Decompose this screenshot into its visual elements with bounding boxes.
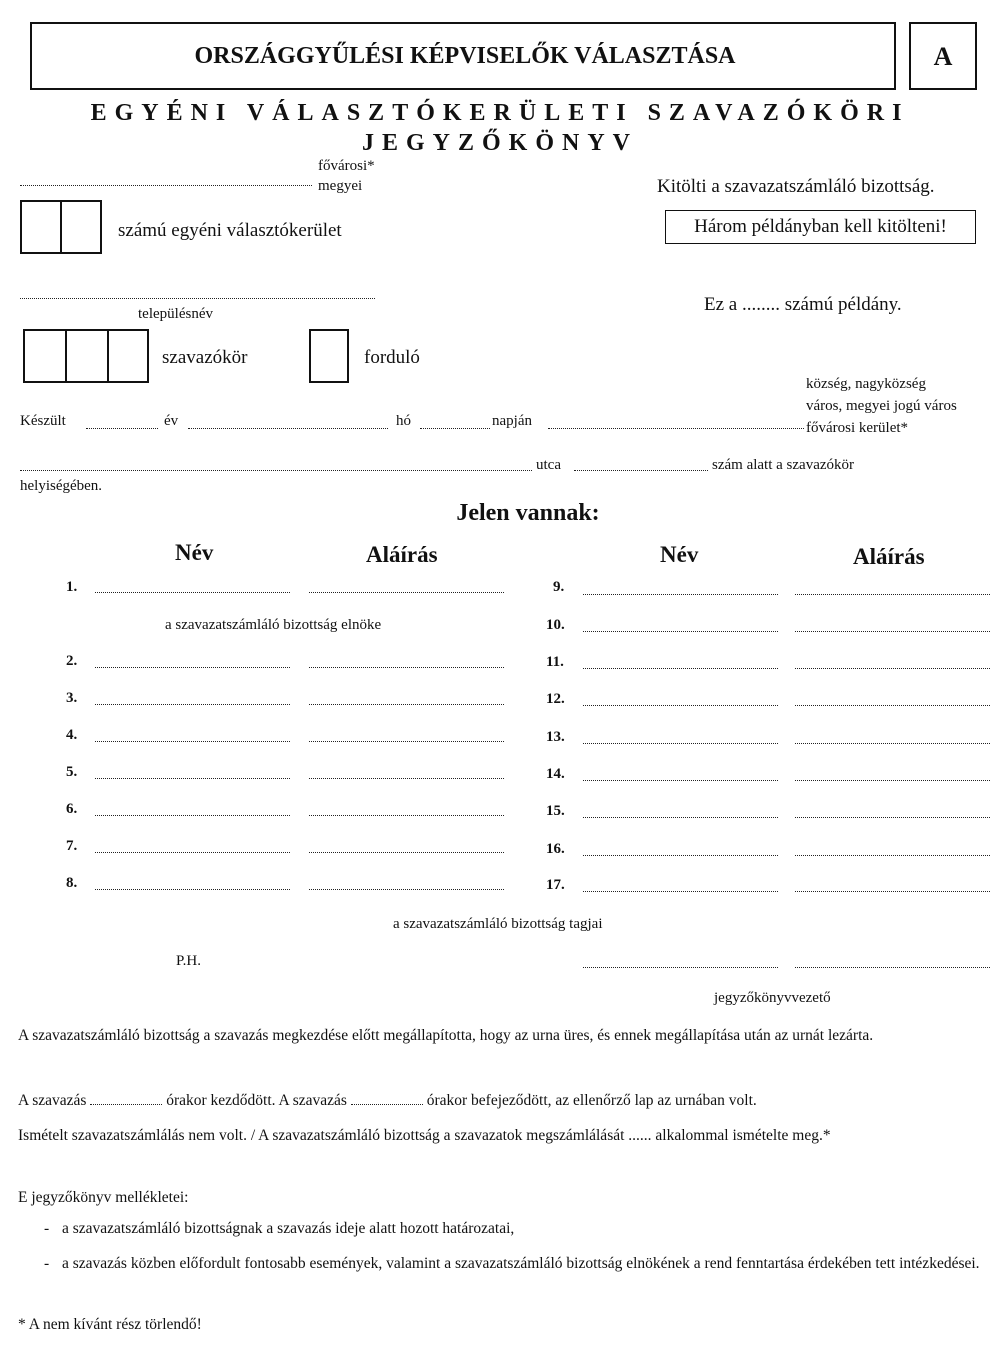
member-signature-field[interactable] xyxy=(795,743,990,744)
member-name-field[interactable] xyxy=(583,780,778,781)
member-name-field[interactable] xyxy=(583,743,778,744)
control-sheet-text: órakor befejeződött, az ellenőrző lap az urnában volt. xyxy=(426,1092,757,1109)
filled-by-text: Kitölti a szavazatszámláló bizottság. xyxy=(657,176,935,197)
member-number: 14. xyxy=(546,766,565,782)
round-label: forduló xyxy=(364,347,420,368)
round-box[interactable] xyxy=(309,329,349,383)
station-digit-1[interactable] xyxy=(23,329,67,383)
member-name-field[interactable] xyxy=(583,631,778,632)
member-name-field[interactable] xyxy=(95,667,290,668)
member-number: 2. xyxy=(66,653,78,669)
member-signature-field[interactable] xyxy=(309,592,504,593)
member-signature-field[interactable] xyxy=(309,704,504,705)
member-number: 11. xyxy=(546,654,564,670)
settlement-type-option-2: város, megyei jogú város xyxy=(806,398,957,414)
member-number: 3. xyxy=(66,690,78,706)
district-label: számú egyéni választókerület xyxy=(118,220,342,241)
voting-times-line xyxy=(18,1087,757,1115)
member-name-field[interactable] xyxy=(583,705,778,706)
member-number: 17. xyxy=(546,877,565,893)
member-signature-field[interactable] xyxy=(309,889,504,890)
month-field[interactable] xyxy=(188,428,388,429)
title-box xyxy=(30,22,896,90)
recorder-caption: jegyzőkönyvvezető xyxy=(714,990,831,1006)
member-signature-field[interactable] xyxy=(795,631,990,632)
member-name-field[interactable] xyxy=(95,592,290,593)
member-name-field[interactable] xyxy=(583,594,778,595)
member-name-field[interactable] xyxy=(583,891,778,892)
name-column-right: Név xyxy=(660,542,699,567)
member-number: 8. xyxy=(66,875,78,891)
bullet-dash: - xyxy=(44,1255,50,1272)
district-digit-2[interactable] xyxy=(60,200,102,254)
stamp-label: P.H. xyxy=(176,953,202,969)
footnote: * A nem kívánt rész törlendő! xyxy=(18,1316,202,1333)
year-field[interactable] xyxy=(86,428,158,429)
number-label: szám alatt a szavazókör xyxy=(712,457,855,473)
member-signature-field[interactable] xyxy=(795,705,990,706)
member-name-field[interactable] xyxy=(583,817,778,818)
subtitle-line2: JEGYZŐKÖNYV xyxy=(361,130,638,156)
station-digit-2[interactable] xyxy=(65,329,109,383)
settlement-type-option-3: fővárosi kerület* xyxy=(806,420,909,436)
member-name-field[interactable] xyxy=(95,889,290,890)
member-name-field[interactable] xyxy=(583,855,778,856)
paragraph-urn-check: A szavazatszámláló bizottság a szavazás megkezdése előtt megállapította, hogy az urna üres, és ennek megállapítása után az urnát lezárta. xyxy=(18,1027,874,1044)
form-letter: A xyxy=(933,42,953,71)
member-number: 10. xyxy=(546,617,565,633)
member-name-field[interactable] xyxy=(95,852,290,853)
member-number: 16. xyxy=(546,841,565,857)
member-signature-field[interactable] xyxy=(795,594,990,595)
member-signature-field[interactable] xyxy=(309,815,504,816)
station-label: szavazókör xyxy=(162,347,248,368)
end-time-field[interactable] xyxy=(351,1090,423,1105)
attachments-heading: E jegyzőkönyv mellékletei: xyxy=(18,1189,189,1206)
member-number: 1. xyxy=(66,579,78,595)
members-caption: a szavazatszámláló bizottság tagjai xyxy=(393,916,603,932)
member-number: 5. xyxy=(66,764,78,780)
name-column-left: Név xyxy=(175,540,214,565)
street-field[interactable] xyxy=(20,470,532,471)
member-signature-field[interactable] xyxy=(795,780,990,781)
start-time-field[interactable] xyxy=(90,1090,162,1105)
copies-note: Három példányban kell kitölteni! xyxy=(665,210,976,244)
month-label: hó xyxy=(396,413,411,429)
county-label: megyei xyxy=(318,178,363,194)
street-label: utca xyxy=(536,457,561,473)
settlement-type-option-1: község, nagyközség xyxy=(806,376,926,392)
member-signature-field[interactable] xyxy=(795,668,990,669)
capital-label: fővárosi* xyxy=(318,158,375,174)
locality-label: helyiségében. xyxy=(20,478,103,494)
voting-end-label: órakor kezdődött. A szavazás xyxy=(166,1092,347,1109)
member-number: 4. xyxy=(66,727,78,743)
subtitle-line1: EGYÉNI VÁLASZTÓKERÜLETI SZAVAZÓKÖRI xyxy=(90,100,910,126)
house-number-field[interactable] xyxy=(574,470,708,471)
attachment-item-decisions: a szavazatszámláló bizottságnak a szavazás ideje alatt hozott határozatai, xyxy=(62,1220,515,1237)
member-name-field[interactable] xyxy=(95,815,290,816)
voting-start-label: A szavazás xyxy=(18,1092,87,1109)
settlement-type-field[interactable] xyxy=(548,428,804,429)
district-digit-1[interactable] xyxy=(20,200,62,254)
member-number: 9. xyxy=(553,579,565,595)
signature-column-right: Aláírás xyxy=(853,544,925,569)
day-field[interactable] xyxy=(420,428,490,429)
attachment-item-events: a szavazás közben előfordult fontosabb események, valamint a szavazatszámláló bizottság elnökének a rend fenntartása érdekében tett intézkedései. xyxy=(62,1255,980,1272)
member-signature-field[interactable] xyxy=(795,891,990,892)
recorder-signature-field[interactable] xyxy=(795,967,990,968)
member-signature-field[interactable] xyxy=(795,817,990,818)
bullet-dash: - xyxy=(44,1220,50,1237)
settlement-name-field[interactable] xyxy=(20,298,375,299)
recorder-name-field[interactable] xyxy=(583,967,778,968)
member-number: 13. xyxy=(546,729,565,745)
member-signature-field[interactable] xyxy=(795,855,990,856)
member-number: 7. xyxy=(66,838,78,854)
member-signature-field[interactable] xyxy=(309,778,504,779)
form-title: ORSZÁGGYŰLÉSI KÉPVISELŐK VÁLASZTÁSA xyxy=(194,43,736,69)
copy-number-text: Ez a ........ számú példány. xyxy=(704,294,902,315)
present-heading: Jelen vannak: xyxy=(456,500,600,526)
member-name-field[interactable] xyxy=(95,741,290,742)
chair-caption: a szavazatszámláló bizottság elnöke xyxy=(165,617,382,633)
settlement-label: településnév xyxy=(138,306,213,322)
member-number: 15. xyxy=(546,803,565,819)
member-signature-field[interactable] xyxy=(309,667,504,668)
member-name-field[interactable] xyxy=(583,668,778,669)
signature-column-left: Aláírás xyxy=(366,542,438,567)
form-letter-box xyxy=(909,22,977,90)
year-label: év xyxy=(164,413,179,429)
made-label: Készült xyxy=(20,413,66,429)
day-label: napján xyxy=(492,413,532,429)
member-name-field[interactable] xyxy=(95,778,290,779)
member-number: 12. xyxy=(546,691,565,707)
county-name-field[interactable] xyxy=(20,185,312,186)
paragraph-recount: Ismételt szavazatszámlálás nem volt. / A szavazatszámláló bizottság a szavazatok megszámlálását ...... alkalommal ismételte meg.* xyxy=(18,1127,831,1144)
member-number: 6. xyxy=(66,801,78,817)
station-digit-3[interactable] xyxy=(107,329,149,383)
member-signature-field[interactable] xyxy=(309,852,504,853)
member-signature-field[interactable] xyxy=(309,741,504,742)
member-name-field[interactable] xyxy=(95,704,290,705)
